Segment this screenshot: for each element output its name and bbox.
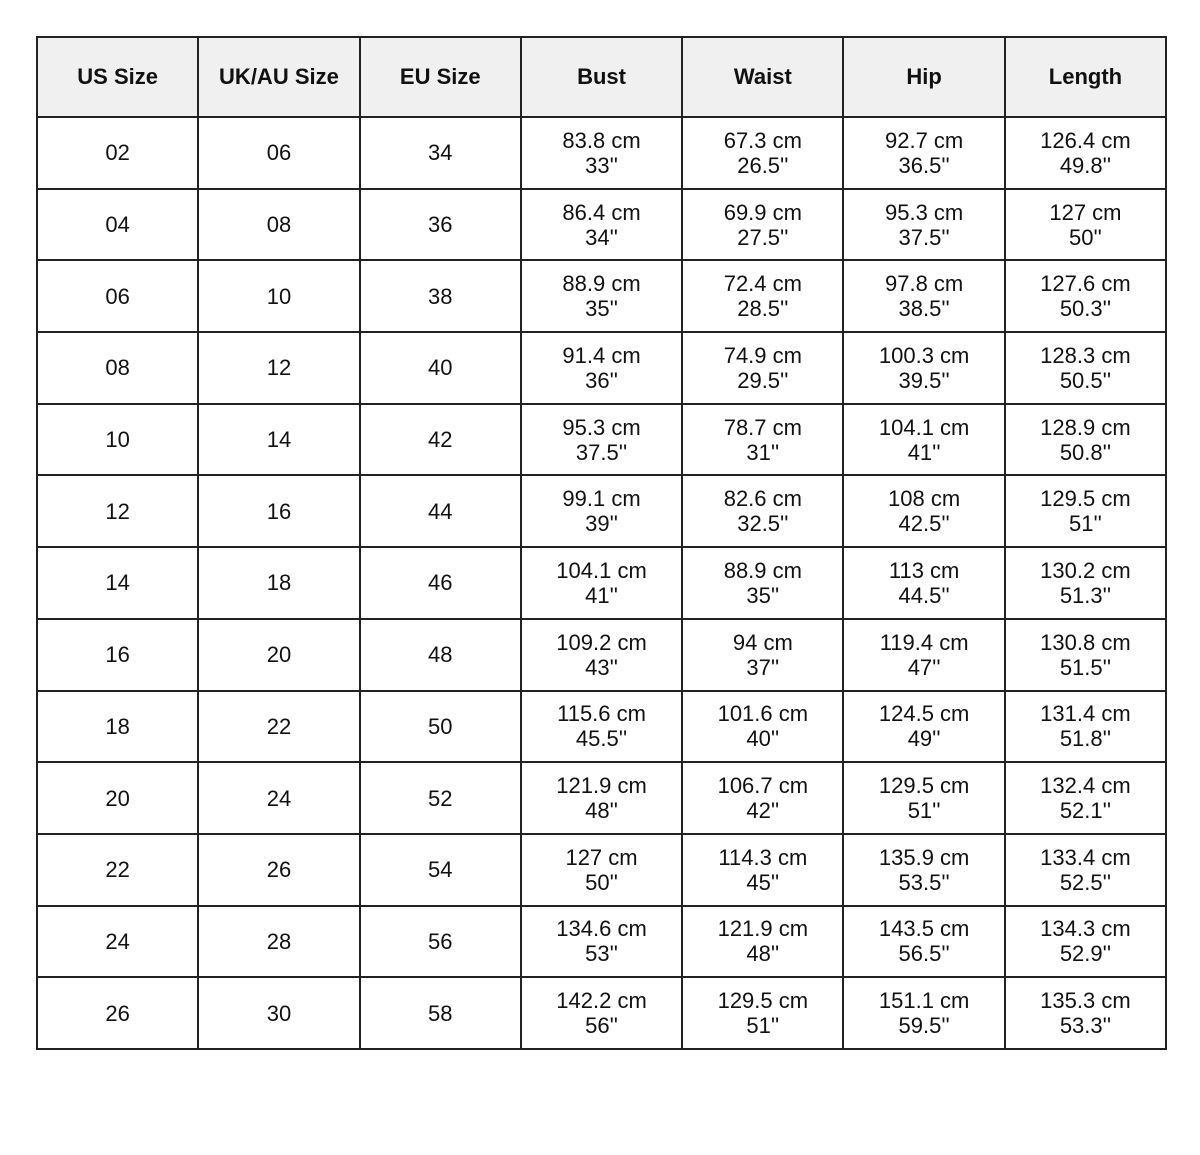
hip-cm-value: 119.4 cm [879,629,969,655]
bust-inch-value: 33'' [585,152,618,178]
hip-cell [843,475,1004,547]
eu-size-cell: 34 [360,117,521,189]
bust-inch-value: 34'' [585,224,618,250]
waist-cm-value: 129.5 cm [717,988,809,1014]
hip-inch-value: 56.5'' [898,941,950,967]
length-cm-value: 128.9 cm [1040,414,1131,440]
waist-inch-value: 37'' [746,654,780,680]
bust-cell [521,762,682,834]
hip-inch-value: 51'' [907,798,941,824]
hip-cell [843,189,1004,261]
bust-cm-value: 127 cm [565,844,638,870]
length-cell [1005,189,1166,261]
bust-cm-value: 134.6 cm [556,916,647,942]
waist-cm-value: 114.3 cm [718,844,808,870]
uk-au-size-cell: 08 [198,189,359,261]
waist-inch-value: 29.5'' [737,367,789,393]
waist-cell [682,475,843,547]
hip-cm-value: 124.5 cm [878,701,970,727]
length-cell [1005,260,1166,332]
bust-inch-value: 53'' [585,941,618,967]
length-inch-value: 52.5'' [1059,869,1112,895]
header-eu-size: EU Size [360,37,521,117]
us-size-cell: 08 [37,332,198,404]
us-size-cell: 10 [37,404,198,476]
uk-au-size-cell: 30 [198,977,359,1049]
uk-au-size-cell: 20 [198,619,359,691]
header-us-size: US Size [37,37,198,117]
hip-inch-value: 49'' [907,726,941,752]
waist-cell [682,404,843,476]
uk-au-size-cell: 16 [198,475,359,547]
bust-cell [521,691,682,763]
length-inch-value: 51.3'' [1059,582,1112,608]
uk-au-size-cell: 18 [198,547,359,619]
bust-cm-value: 83.8 cm [562,127,641,153]
bust-cell [521,260,682,332]
waist-cm-value: 88.9 cm [723,557,802,583]
table-row [37,906,1166,978]
waist-inch-value: 42'' [746,798,780,824]
eu-size-cell: 44 [360,475,521,547]
hip-cm-value: 104.1 cm [878,414,970,440]
bust-cm-value: 95.3 cm [562,414,641,440]
length-cell [1005,547,1166,619]
waist-cell [682,691,843,763]
bust-cm-value: 109.2 cm [556,629,647,655]
us-size-cell: 18 [37,691,198,763]
us-size-cell: 02 [37,117,198,189]
length-inch-value: 50.3'' [1059,296,1112,322]
hip-inch-value: 44.5'' [898,582,950,608]
table-row [37,547,1166,619]
uk-au-size-cell: 22 [198,691,359,763]
hip-cm-value: 113 cm [888,557,960,583]
table-row [37,404,1166,476]
length-cell [1005,404,1166,476]
eu-size-cell: 56 [360,906,521,978]
length-inch-value: 49.8'' [1059,152,1112,178]
length-cell [1005,762,1166,834]
waist-inch-value: 40'' [746,726,780,752]
eu-size-cell: 38 [360,260,521,332]
uk-au-size-cell: 10 [198,260,359,332]
eu-size-cell: 46 [360,547,521,619]
hip-cm-value: 151.1 cm [878,988,970,1014]
waist-cm-value: 94 cm [732,629,793,655]
hip-cm-value: 135.9 cm [878,844,970,870]
length-cm-value: 133.4 cm [1040,844,1131,870]
table-row [37,189,1166,261]
waist-inch-value: 45'' [746,869,780,895]
length-cm-value: 132.4 cm [1040,773,1131,799]
bust-cm-value: 142.2 cm [556,988,647,1014]
hip-cm-value: 92.7 cm [885,127,964,153]
hip-cm-value: 95.3 cm [885,199,964,225]
hip-cm-value: 97.8 cm [885,271,964,297]
bust-cell [521,189,682,261]
hip-cell [843,547,1004,619]
hip-cell [843,762,1004,834]
us-size-cell: 12 [37,475,198,547]
table-row [37,475,1166,547]
bust-cm-value: 115.6 cm [557,701,646,727]
waist-cell [682,260,843,332]
bust-cm-value: 104.1 cm [556,557,647,583]
waist-inch-value: 27.5'' [737,224,789,250]
waist-cm-value: 106.7 cm [717,773,809,799]
uk-au-size-cell: 12 [198,332,359,404]
length-cm-value: 130.8 cm [1040,629,1131,655]
hip-cm-value: 143.5 cm [878,916,970,942]
table-body [37,117,1166,1049]
table-header [37,37,1166,117]
table-row [37,117,1166,189]
waist-cm-value: 69.9 cm [723,199,802,225]
bust-cell [521,404,682,476]
us-size-cell: 06 [37,260,198,332]
length-cm-value: 129.5 cm [1040,486,1131,512]
header-row [37,37,1166,117]
hip-inch-value: 36.5'' [898,152,950,178]
waist-cell [682,547,843,619]
waist-inch-value: 28.5'' [737,296,789,322]
length-cell [1005,691,1166,763]
waist-inch-value: 35'' [746,582,780,608]
header-hip: Hip [843,37,1004,117]
length-inch-value: 51.8'' [1059,726,1112,752]
length-cm-value: 128.3 cm [1040,342,1131,368]
bust-inch-value: 56'' [585,1013,618,1039]
length-cell [1005,834,1166,906]
length-cell [1005,619,1166,691]
uk-au-size-cell: 28 [198,906,359,978]
hip-cell [843,260,1004,332]
table-row [37,619,1166,691]
hip-cell [843,117,1004,189]
bust-inch-value: 36'' [585,367,618,393]
us-size-cell: 14 [37,547,198,619]
hip-cm-value: 129.5 cm [878,773,970,799]
hip-inch-value: 41'' [907,439,941,465]
waist-cm-value: 101.6 cm [717,701,809,727]
bust-inch-value: 41'' [585,582,618,608]
waist-inch-value: 31'' [746,439,780,465]
bust-cell [521,977,682,1049]
bust-cell [521,117,682,189]
length-cell [1005,906,1166,978]
hip-cm-value: 100.3 cm [878,342,970,368]
hip-inch-value: 47'' [907,654,941,680]
waist-cell [682,619,843,691]
eu-size-cell: 48 [360,619,521,691]
length-cm-value: 131.4 cm [1040,701,1131,727]
table-row [37,691,1166,763]
waist-cm-value: 74.9 cm [723,342,802,368]
uk-au-size-cell: 14 [198,404,359,476]
hip-cell [843,834,1004,906]
bust-inch-value: 45.5'' [575,726,628,752]
header-bust: Bust [521,37,682,117]
length-cm-value: 135.3 cm [1040,988,1131,1014]
hip-cm-value: 108 cm [888,486,961,512]
us-size-cell: 26 [37,977,198,1049]
hip-cell [843,404,1004,476]
length-cm-value: 126.4 cm [1040,127,1131,153]
waist-cell [682,117,843,189]
length-inch-value: 50.5'' [1059,367,1112,393]
bust-cell [521,619,682,691]
us-size-cell: 24 [37,906,198,978]
bust-cell [521,547,682,619]
bust-inch-value: 50'' [585,869,618,895]
waist-cell [682,189,843,261]
length-inch-value: 50'' [1068,224,1102,250]
bust-cell [521,834,682,906]
size-chart-table [36,36,1167,1050]
us-size-cell: 22 [37,834,198,906]
table-row [37,260,1166,332]
length-inch-value: 51'' [1068,511,1102,537]
length-inch-value: 50.8'' [1059,439,1112,465]
bust-cm-value: 88.9 cm [562,271,641,297]
hip-inch-value: 59.5'' [898,1013,950,1039]
uk-au-size-cell: 26 [198,834,359,906]
waist-cm-value: 121.9 cm [717,916,809,942]
uk-au-size-cell: 24 [198,762,359,834]
length-cm-value: 127.6 cm [1040,271,1131,297]
header-length: Length [1005,37,1166,117]
uk-au-size-cell: 06 [198,117,359,189]
waist-cell [682,834,843,906]
length-cm-value: 134.3 cm [1040,916,1131,942]
bust-cm-value: 121.9 cm [556,773,647,799]
eu-size-cell: 42 [360,404,521,476]
bust-inch-value: 35'' [585,296,618,322]
table-row [37,332,1166,404]
hip-inch-value: 42.5'' [898,511,950,537]
waist-cell [682,977,843,1049]
eu-size-cell: 50 [360,691,521,763]
bust-cell [521,906,682,978]
eu-size-cell: 36 [360,189,521,261]
eu-size-cell: 52 [360,762,521,834]
table-row [37,762,1166,834]
us-size-cell: 04 [37,189,198,261]
waist-inch-value: 51'' [746,1013,780,1039]
length-inch-value: 51.5'' [1059,654,1112,680]
length-cm-value: 130.2 cm [1040,557,1131,583]
hip-cell [843,977,1004,1049]
bust-cm-value: 91.4 cm [562,342,641,368]
length-cell [1005,475,1166,547]
length-inch-value: 52.9'' [1059,941,1112,967]
bust-cm-value: 99.1 cm [562,486,641,512]
waist-cm-value: 82.6 cm [723,486,802,512]
table-row [37,834,1166,906]
waist-cell [682,906,843,978]
hip-inch-value: 53.5'' [898,869,950,895]
bust-cm-value: 86.4 cm [562,199,641,225]
length-cell [1005,332,1166,404]
us-size-cell: 16 [37,619,198,691]
waist-cm-value: 67.3 cm [723,127,802,153]
hip-inch-value: 37.5'' [898,224,950,250]
bust-inch-value: 39'' [585,511,618,537]
header-waist: Waist [682,37,843,117]
bust-cell [521,332,682,404]
hip-cell [843,691,1004,763]
hip-cell [843,332,1004,404]
eu-size-cell: 40 [360,332,521,404]
length-inch-value: 52.1'' [1059,798,1112,824]
eu-size-cell: 58 [360,977,521,1049]
length-cell [1005,977,1166,1049]
bust-inch-value: 37.5'' [575,439,628,465]
bust-cell [521,475,682,547]
hip-inch-value: 39.5'' [898,367,950,393]
waist-cm-value: 72.4 cm [723,271,802,297]
bust-inch-value: 48'' [585,798,618,824]
hip-cell [843,906,1004,978]
waist-inch-value: 26.5'' [737,152,789,178]
table-row [37,977,1166,1049]
us-size-cell: 20 [37,762,198,834]
eu-size-cell: 54 [360,834,521,906]
waist-cell [682,762,843,834]
waist-inch-value: 32.5'' [737,511,789,537]
waist-cell [682,332,843,404]
length-cell [1005,117,1166,189]
hip-inch-value: 38.5'' [898,296,950,322]
header-uk-au-size: UK/AU Size [198,37,359,117]
waist-cm-value: 78.7 cm [723,414,802,440]
length-cm-value: 127 cm [1049,199,1122,225]
hip-cell [843,619,1004,691]
bust-inch-value: 43'' [585,654,618,680]
waist-inch-value: 48'' [746,941,780,967]
length-inch-value: 53.3'' [1059,1013,1112,1039]
